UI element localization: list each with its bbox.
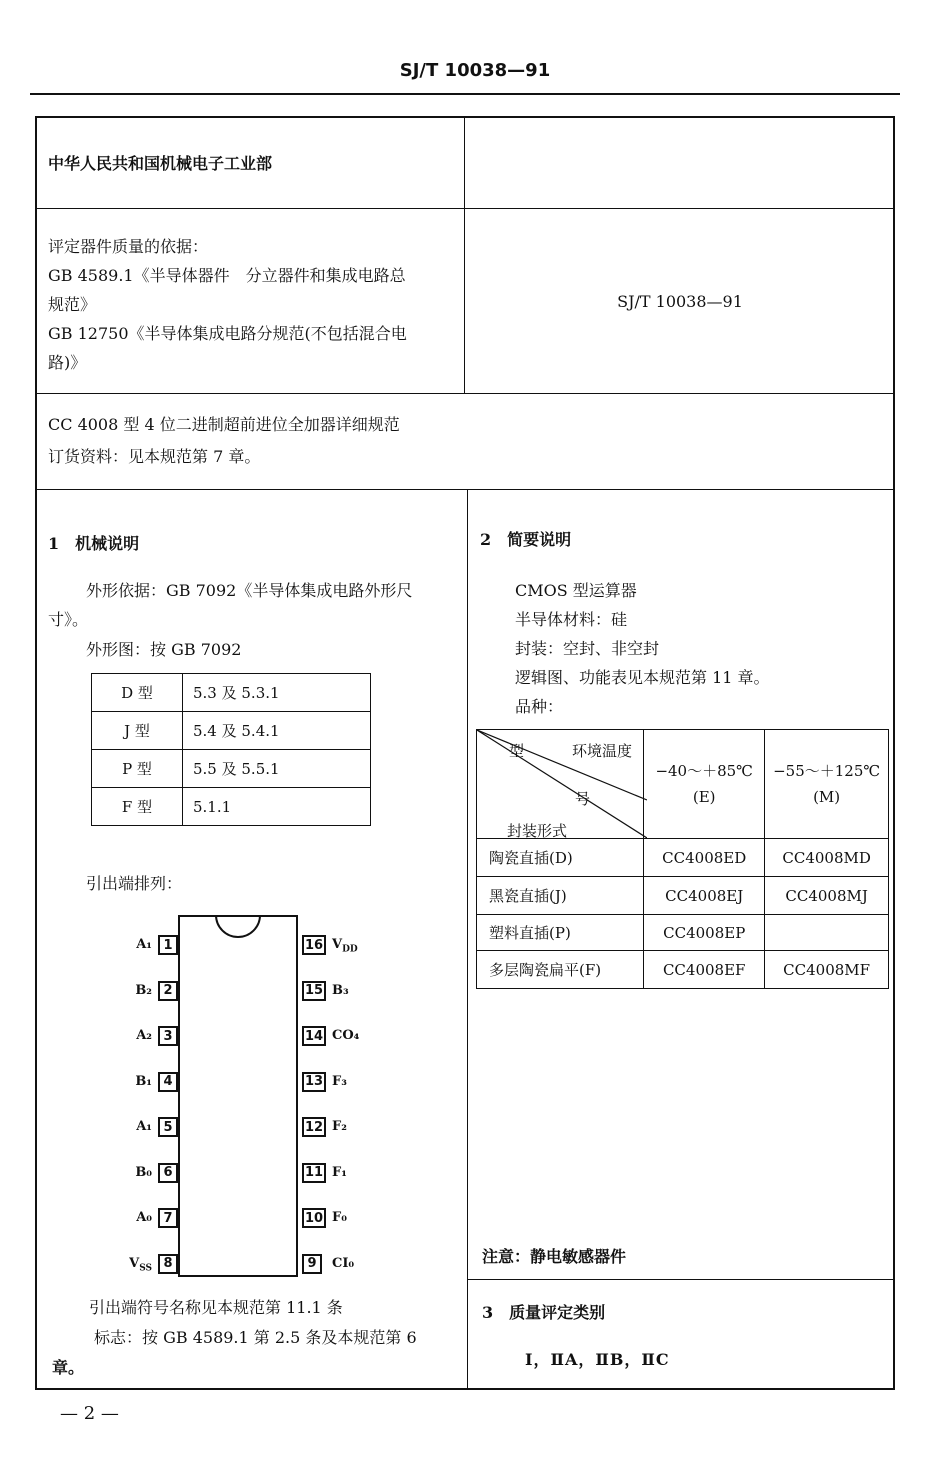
brief-line: 封装：空封、非空封 — [515, 639, 660, 658]
pin-label-left: B₀ — [135, 1164, 152, 1180]
package-cell: 多层陶瓷扁平(F) — [477, 951, 644, 989]
esd-note: 注意：静电敏感器件 — [482, 1247, 627, 1266]
package-cell: 黑瓷直插(J) — [477, 877, 644, 915]
quality-basis — [48, 232, 407, 377]
pin-label-right: CI₀ — [332, 1255, 355, 1271]
pin-symbol-note: 引出端符号名称见本规范第 11.1 条 — [89, 1298, 343, 1317]
e-part-cell: CC4008EJ — [644, 877, 765, 915]
package-cell: 塑料直插(P) — [477, 915, 644, 951]
pin-number-right: 9 — [302, 1254, 322, 1274]
diag-num-label: 号 — [575, 790, 591, 808]
pin-label-left: B₂ — [135, 982, 152, 998]
temp-col-e — [644, 730, 765, 839]
brief-line: CMOS 型运算器 — [515, 581, 637, 600]
document-code-header: SJ/T 10038—91 — [399, 60, 551, 81]
outline-type: P 型 — [92, 750, 183, 788]
pin-number-left: 4 — [158, 1072, 178, 1092]
basis-line: GB 12750《半导体集成电路分规范(不包括混合电 — [48, 324, 407, 343]
table-row — [92, 674, 371, 712]
header-rule — [30, 93, 900, 95]
temp-col-m — [765, 730, 889, 839]
m-part-cell: CC4008MJ — [765, 877, 889, 915]
pin-label-left: A₂ — [136, 1028, 152, 1043]
table-header-row — [477, 730, 889, 839]
outline-type: J 型 — [92, 712, 183, 750]
pin-label-right: F₂ — [332, 1119, 347, 1134]
outline-ref: 5.5 及 5.5.1 — [183, 750, 371, 788]
row-divider-2 — [35, 393, 895, 394]
sec3-heading: 3 质量评定类别 — [482, 1303, 606, 1322]
table-row — [477, 915, 889, 951]
brief-line: 品种： — [515, 697, 564, 716]
pin-label-right: F₃ — [332, 1073, 347, 1089]
variant-table — [476, 729, 889, 989]
pin-label-left: A₁ — [136, 1119, 152, 1134]
basis-line: GB 4589.1《半导体器件 分立器件和集成电路总 — [48, 266, 406, 285]
brief-description — [515, 576, 770, 721]
pin-arrangement-label: 引出端排列： — [86, 874, 183, 893]
temp-range-e: −40～＋85℃ — [655, 762, 753, 780]
table-row — [477, 839, 889, 877]
pin-number-right: 16 — [302, 935, 326, 955]
standard-number: SJ/T 10038—91 — [617, 292, 743, 311]
outline-drawing: 外形图：按 GB 7092 — [86, 640, 242, 659]
pin-label-right: CO₄ — [332, 1028, 360, 1043]
ordering-info: 订货资料：见本规范第 7 章。 — [48, 447, 261, 466]
marking-note: 标志：按 GB 4589.1 第 2.5 条及本规范第 6 — [94, 1328, 417, 1347]
pin-number-right: 13 — [302, 1072, 326, 1092]
table-row — [92, 712, 371, 750]
m-part-cell: CC4008MF — [765, 951, 889, 989]
sec1-heading: 1 机械说明 — [48, 534, 140, 553]
pin-number-right: 12 — [302, 1117, 326, 1137]
pin-number-left: 2 — [158, 981, 178, 1001]
basis-line: 规范》 — [48, 295, 97, 314]
outline-table — [91, 673, 371, 826]
diagonal-header-cell — [477, 730, 644, 839]
pin-label-right: F₁ — [332, 1164, 347, 1180]
brief-line: 半导体材料：硅 — [515, 610, 628, 629]
outline-ref: 5.4 及 5.4.1 — [183, 712, 371, 750]
m-part-cell: CC4008MD — [765, 839, 889, 877]
e-part-cell: CC4008ED — [644, 839, 765, 877]
pin-label-left: $V_{SS}$ — [129, 1255, 152, 1274]
package-cell: 陶瓷直插(D) — [477, 839, 644, 877]
temp-code-m: (M) — [813, 788, 841, 806]
page-number: — 2 — — [60, 1403, 119, 1424]
sec2-heading: 2 简要说明 — [480, 530, 572, 549]
basis-line: 评定器件质量的依据： — [48, 237, 209, 256]
pin-number-left: 5 — [158, 1117, 178, 1137]
top-divider-vertical — [464, 116, 465, 394]
outline-ref: 5.3 及 5.3.1 — [183, 674, 371, 712]
outline-basis-cont: 寸》。 — [48, 610, 89, 629]
pin-number-left: 1 — [158, 935, 178, 955]
e-part-cell: CC4008EP — [644, 915, 765, 951]
ic-notch — [213, 915, 263, 941]
outline-type: F 型 — [92, 788, 183, 826]
e-part-cell: CC4008EF — [644, 951, 765, 989]
pin-label-left: A₀ — [136, 1210, 152, 1225]
pin-number-right: 14 — [302, 1026, 326, 1046]
pin-label-left: B₁ — [135, 1073, 152, 1089]
outline-ref: 5.1.1 — [183, 788, 371, 826]
pin-number-right: 15 — [302, 981, 326, 1001]
pin-number-left: 7 — [158, 1208, 178, 1228]
pin-number-left: 3 — [158, 1026, 178, 1046]
diag-type-label: 型 — [509, 742, 525, 760]
body-divider-vertical — [467, 489, 468, 1390]
pin-label-right: F₀ — [332, 1210, 347, 1225]
diag-pkg-label: 封装形式 — [507, 822, 568, 840]
pin-label-right: $V_{DD}$ — [332, 937, 358, 955]
ic-package-body — [178, 915, 298, 1277]
ministry-name: 中华人民共和国机械电子工业部 — [48, 154, 273, 173]
table-row — [477, 951, 889, 989]
quality-categories: Ⅰ，ⅡA，ⅡB，ⅡC — [525, 1350, 670, 1369]
pin-label-subscript: SS — [139, 1263, 152, 1274]
diag-temp-label: 环境温度 — [572, 742, 633, 760]
table-row — [477, 877, 889, 915]
outline-basis: 外形依据：GB 7092《半导体集成电路外形尺 — [86, 581, 413, 600]
brief-line: 逻辑图、功能表见本规范第 11 章。 — [515, 668, 770, 687]
pin-number-right: 10 — [302, 1208, 326, 1228]
row-divider-3 — [35, 489, 895, 490]
pin-number-left: 6 — [158, 1163, 178, 1183]
pin-label-left: A₁ — [136, 937, 152, 952]
pin-label-right: B₃ — [332, 982, 349, 998]
row-divider-1 — [35, 208, 895, 209]
temp-code-e: (E) — [692, 788, 716, 806]
marking-note-cont: 章。 — [52, 1358, 85, 1377]
temp-range-m: −55～＋125℃ — [773, 762, 881, 780]
basis-line: 路)》 — [48, 353, 87, 372]
outline-type: D 型 — [92, 674, 183, 712]
m-part-cell — [765, 915, 889, 951]
pin-number-right: 11 — [302, 1163, 326, 1183]
table-row — [92, 788, 371, 826]
pin-number-left: 8 — [158, 1254, 178, 1274]
sec3-divider — [467, 1279, 895, 1280]
pin-label-subscript: DD — [342, 944, 358, 955]
table-row — [92, 750, 371, 788]
spec-title: CC 4008 型 4 位二进制超前进位全加器详细规范 — [48, 415, 400, 434]
